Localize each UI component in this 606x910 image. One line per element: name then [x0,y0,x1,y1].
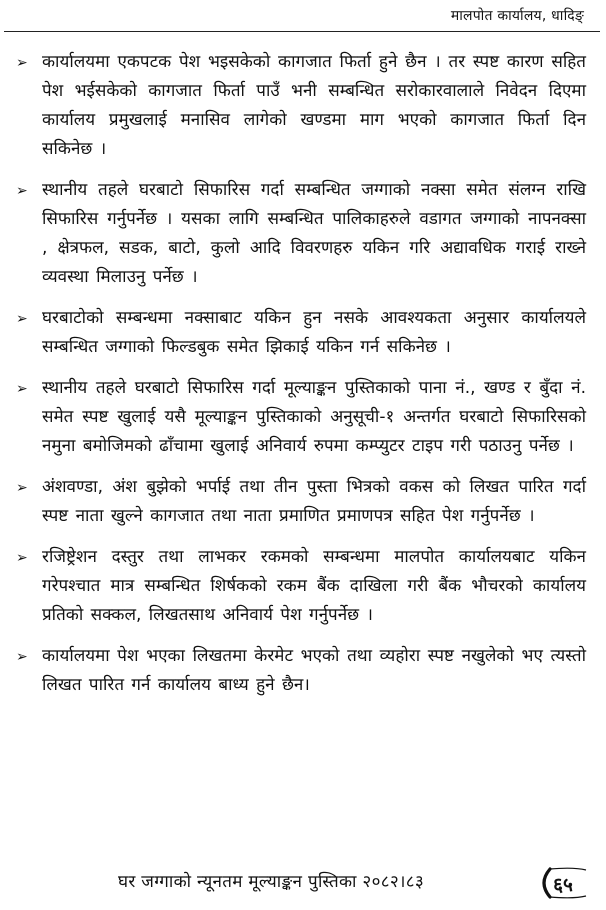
arrowhead-bullet-icon: ➢ [16,311,28,327]
list-item [14,176,586,292]
list-item-text: कार्यालयमा पेश भएका लिखतमा केरमेट भएको तथा व्यहोरा स्पष्ट नखुलेको भए त्यस्तो लिखत पारित गर्न कार्यालय बाध्य हुने छैन। [42,646,586,695]
list-item [14,304,586,362]
page-number-badge [534,866,592,900]
arrowhead-bullet-icon: ➢ [16,550,28,566]
list-item [14,374,586,461]
bullet-list [14,48,586,712]
header-office-name: मालपोत कार्यालय, धादिङ् [450,8,584,24]
arrowhead-bullet-icon: ➢ [16,55,28,71]
arrowhead-bullet-icon: ➢ [16,381,28,397]
page-footer [0,860,606,900]
footer-book-title: घर जग्गाको न्यूनतम मूल्याङ्कन पुस्तिका २०८२।८३ [118,872,425,892]
arrowhead-bullet-icon: ➢ [16,649,28,665]
list-item [14,473,586,531]
list-item-text: रजिष्ट्रेशन दस्तुर तथा लाभकर रकमको सम्बन्धमा मालपोत कार्यालयबाट यकिन गरेपश्चात मात्र सम्बन्धित शिर्षकको रकम बैंक दाखिला गरी बैंक भौचरको कार्यालय प्रतिको सक्कल, लिखतसाथ अनिवार्य पेश गर्नुपर्नेछ । [42,547,586,625]
list-item-text: घरबाटोको सम्बन्धमा नक्साबाट यकिन हुन नसके आवश्यकता अनुसार कार्यालयले सम्बन्धित जग्गाको फिल्डबुक समेत झिकाई यकिन गर्न सकिनेछ । [42,308,586,357]
arrowhead-bullet-icon: ➢ [16,183,28,199]
list-item [14,642,586,700]
list-item-text: कार्यालयमा एकपटक पेश भइसकेको कागजात फिर्ता हुने छैन । तर स्पष्ट कारण सहित पेश भईसकेको कागजात फिर्ता पाउँ भनी सम्बन्धित सरोकारवालाले निवेदन दिएमा कार्यालय प्रमुखलाई मनासिव लागेको खण्डमा माग भएको कागजात फिर्ता दिन सकिनेछ । [42,52,586,159]
list-item-text: अंशवण्डा, अंश बुझेको भर्पाई तथा तीन पुस्ता भित्रको वकस को लिखत पारित गर्दा स्पष्ट नाता खुल्ने कागजात तथा नाता प्रमाणित प्रमाणपत्र सहित पेश गर्नुपर्नेछ । [42,477,586,526]
arrowhead-bullet-icon: ➢ [16,480,28,496]
list-item [14,543,586,630]
header-divider [4,31,600,32]
list-item-text: स्थानीय तहले घरबाटो सिफारिस गर्दा मूल्याङ्कन पुस्तिकाको पाना नं., खण्ड र बुँदा नं. समेत स्पष्ट खुलाई यसै मूल्याङ्कन पुस्तिकाको अनुसूची-१ अन्तर्गत घरबाटो सिफारिसको नमुना बमोजिमको ढाँचामा खुलाई अनिवार्य रुपमा कम्प्युटर टाइप गरी पठाउनु पर्नेछ । [42,378,586,456]
list-item [14,48,586,164]
page-number: ६५ [553,874,573,896]
list-item-text: स्थानीय तहले घरबाटो सिफारिस गर्दा सम्बन्धित जग्गाको नक्सा समेत संलग्न राखि सिफारिस गर्नुपर्नेछ । यसका लागि सम्बन्धित पालिकाहरुले वडागत जग्गाको नापनक्सा , क्षेत्रफल, सडक, बाटो, कुलो आदि विवरणहरु यकिन गरि अद्यावधिक गराई राख्ने व्यवस्था मिलाउनु पर्नेछ । [42,180,586,287]
